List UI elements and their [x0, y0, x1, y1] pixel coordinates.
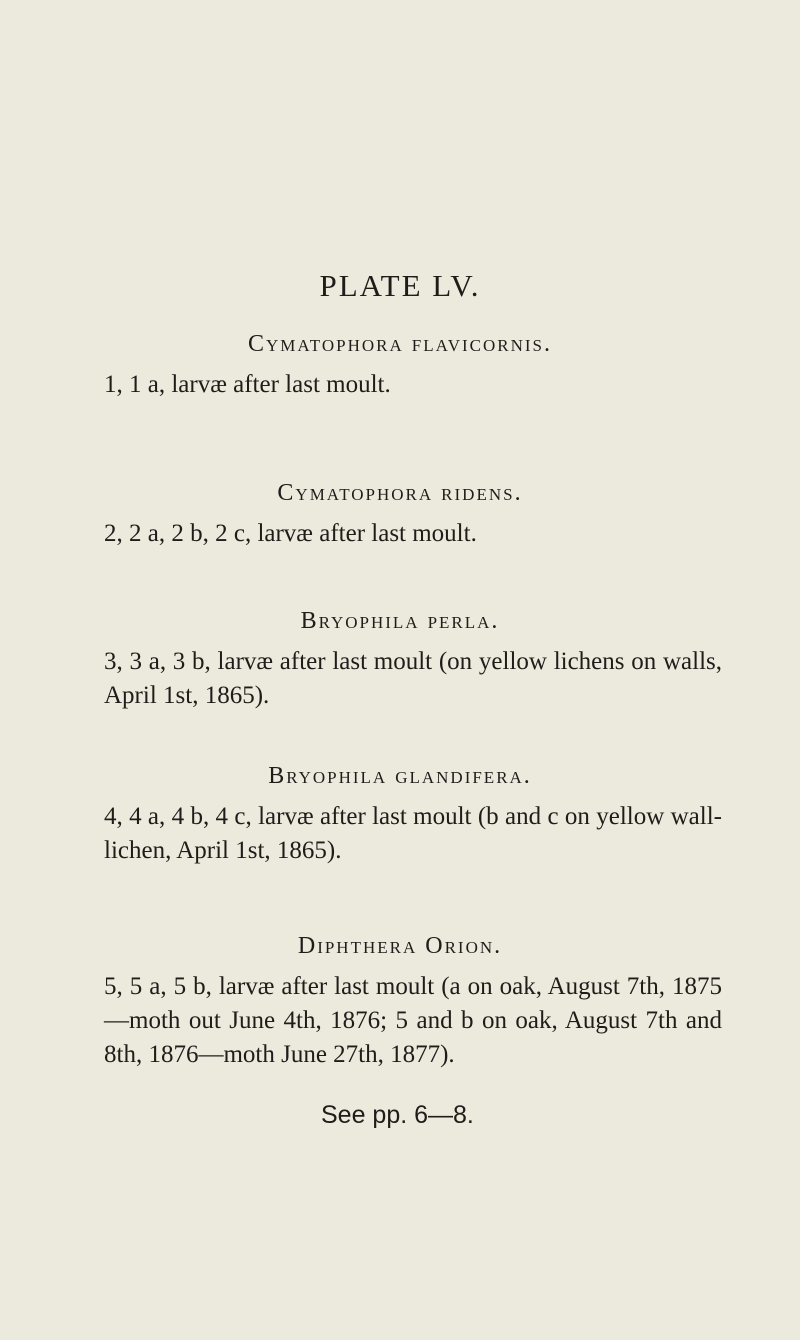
plate-entry-5: [82, 970, 722, 1072]
plate-title: PLATE LV.: [319, 268, 481, 303]
plate-entry-2: [82, 517, 722, 551]
plate-entry-text: 3, 3 a, 3 b, larvæ after last moult (on yellow lichens on walls, April 1st, 1865).: [104, 648, 722, 709]
species-heading-5: Diphthera Orion.: [297, 933, 503, 959]
plate-entry-text: 4, 4 a, 4 b, 4 c, larvæ after last moult (b and c on yellow wall-lichen, April 1st, 1865).: [104, 803, 722, 864]
page-reference: See pp. 6—8.: [321, 1101, 474, 1129]
species-heading-4: Bryophila glandifera.: [268, 763, 532, 789]
plate-entry-4: [82, 800, 722, 868]
species-heading-3: Bryophila perla.: [300, 608, 500, 634]
plate-entry-text: 2, 2 a, 2 b, 2 c, larvæ after last moult.: [104, 520, 477, 547]
plate-entry-text: 5, 5 a, 5 b, larvæ after last moult (a on oak, August 7th, 1875—moth out June 4th, 1876; 5 and b on oak, August 7th and 8th, 1876—moth June 27th, 1877).: [104, 973, 722, 1068]
plate-entry-text: 1, 1 a, larvæ after last moult.: [104, 371, 391, 398]
plate-entry-1: [82, 368, 722, 402]
species-heading-1: Cymatophora flavicornis.: [248, 331, 552, 357]
species-heading-2: Cymatophora ridens.: [277, 480, 523, 506]
plate-entry-3: [82, 645, 722, 713]
